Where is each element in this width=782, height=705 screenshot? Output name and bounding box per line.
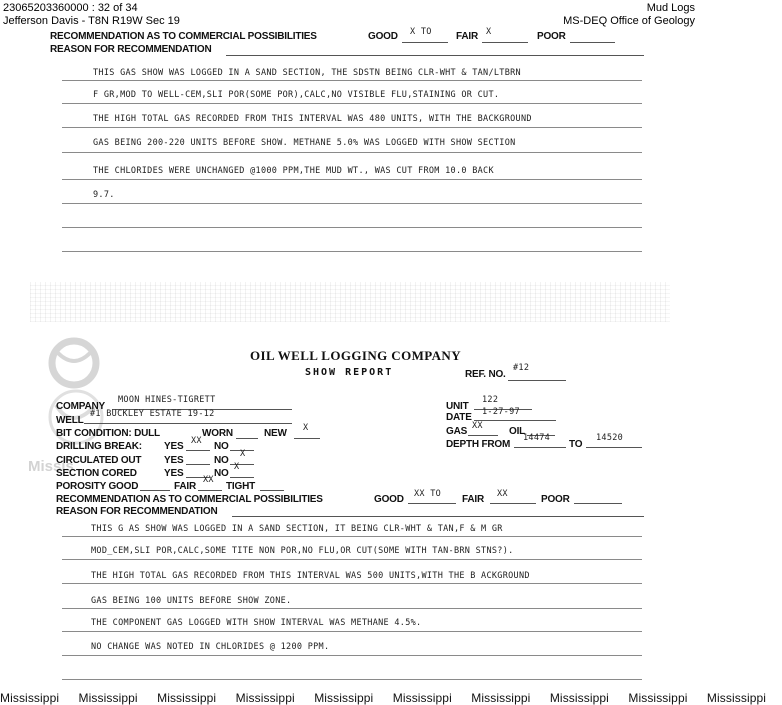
reason-label: REASON FOR RECOMMENDATION	[50, 44, 212, 55]
report-title: SHOW REPORT	[305, 367, 394, 378]
ref-no-label: REF. NO.	[465, 369, 506, 380]
well-value: #1 BUCKLEY ESTATE 19-12	[90, 409, 215, 419]
porosity-fair-label: FAIR	[174, 481, 196, 492]
report-line: THIS G AS SHOW WAS LOGGED IN A SAND SECTION, IT BEING CLR-WHT & TAN,F & M GR	[91, 524, 503, 534]
ref-no-value: #12	[513, 363, 530, 373]
report-line: THE HIGH TOTAL GAS RECORDED FROM THIS INTERVAL WAS 480 UNITS, WITH THE BACKGROUND	[93, 114, 532, 124]
good-label: GOOD	[368, 31, 398, 42]
porosity-fair-value: XX	[203, 475, 214, 485]
circulated-out-label: CIRCULATED OUT	[56, 455, 142, 466]
circulated-no-value: X	[240, 449, 246, 459]
good-label: GOOD	[374, 494, 404, 505]
fair-label: FAIR	[456, 31, 478, 42]
location: Jefferson Davis - T8N R19W Sec 19	[3, 15, 180, 27]
footer-word: Mississippi	[314, 691, 374, 705]
depth-to-value: 14520	[596, 433, 624, 443]
report-line: THIS GAS SHOW WAS LOGGED IN A SAND SECTION, THE SDSTN BEING CLR-WHT & TAN/LTBRN	[93, 68, 521, 78]
fair-label: FAIR	[462, 494, 484, 505]
date-value: 1-27-97	[482, 407, 520, 417]
footer-word: Mississippi	[471, 691, 531, 705]
footer-word: Mississippi	[235, 691, 295, 705]
footer-strip	[0, 691, 767, 705]
company-title: OIL WELL LOGGING COMPANY	[250, 348, 462, 363]
footer-word: Mississippi	[0, 691, 60, 705]
report-line: THE CHLORIDES WERE UNCHANGED @1000 PPM,THE MUD WT., WAS CUT FROM 10.0 BACK	[93, 166, 494, 176]
poor-label: POOR	[537, 31, 566, 42]
good-value: XX TO	[414, 489, 442, 499]
good-value: X TO	[410, 27, 432, 37]
report-line: THE HIGH TOTAL GAS RECORDED FROM THIS INTERVAL WAS 500 UNITS,WITH THE B ACKGROUND	[91, 571, 530, 581]
unit-value: 122	[482, 395, 499, 405]
gas-value: XX	[472, 421, 483, 431]
depth-from-value: 14474	[523, 433, 551, 443]
reason-label: REASON FOR RECOMMENDATION	[56, 506, 218, 517]
well-label: WELL	[56, 415, 84, 426]
fair-value: XX	[497, 489, 508, 499]
circulated-yes-label: YES	[164, 455, 184, 466]
company-value: MOON HINES-TIGRETT	[118, 395, 216, 405]
section-cored-no-label: NO	[214, 468, 229, 479]
drilling-break-no-label: NO	[214, 441, 229, 452]
section-cored-yes-label: YES	[164, 468, 184, 479]
unit-label: UNIT	[446, 401, 469, 412]
footer-word: Mississippi	[706, 691, 767, 705]
oil-label: OIL	[509, 426, 526, 437]
agency: MS-DEQ Office of Geology	[563, 15, 695, 27]
footer-word: Mississippi	[392, 691, 452, 705]
drilling-break-yes-label: YES	[164, 441, 184, 452]
top-report-fragment	[0, 0, 699, 290]
watermark-text: Missis	[28, 458, 74, 475]
bit-condition-label: BIT CONDITION: DULL	[56, 428, 160, 439]
footer-word: Mississippi	[549, 691, 609, 705]
depth-from-label: DEPTH FROM	[446, 439, 511, 450]
show-report	[0, 340, 699, 690]
worn-label: WORN	[202, 428, 233, 439]
report-line: NO CHANGE WAS NOTED IN CHLORIDES @ 1200 PPM.	[91, 642, 330, 652]
fair-value: X	[486, 27, 492, 37]
recommendation-label: RECOMMENDATION AS TO COMMERCIAL POSSIBILITIES	[50, 31, 317, 42]
doc-id: 23065203360000 : 32 of 34	[3, 2, 138, 14]
report-line: MOD_CEM,SLI POR,CALC,SOME TITE NON POR,NO FLU,OR CUT(SOME WITH TAN-BRN STNS?).	[91, 546, 514, 556]
section-cored-no-value: X	[234, 462, 240, 472]
circulated-no-label: NO	[214, 455, 229, 466]
date-label: DATE	[446, 412, 472, 423]
report-line: GAS BEING 100 UNITS BEFORE SHOW ZONE.	[91, 596, 292, 606]
footer-word: Mississippi	[157, 691, 217, 705]
report-line: THE COMPONENT GAS LOGGED WITH SHOW INTERVAL WAS METHANE 4.5%.	[91, 618, 422, 628]
new-label: NEW	[264, 428, 287, 439]
porosity-label: POROSITY GOOD	[56, 481, 139, 492]
depth-to-label: TO	[569, 439, 583, 450]
section-cored-label: SECTION CORED	[56, 468, 137, 479]
recommendation-label: RECOMMENDATION AS TO COMMERCIAL POSSIBILITIES	[56, 494, 323, 505]
footer-word: Mississippi	[78, 691, 138, 705]
company-label: COMPANY	[56, 401, 105, 412]
report-line: 9.7.	[93, 190, 115, 200]
drilling-break-label: DRILLING BREAK:	[56, 441, 142, 452]
doc-type: Mud Logs	[646, 2, 695, 14]
scan-noise	[30, 282, 670, 322]
poor-label: POOR	[541, 494, 570, 505]
new-value: X	[303, 423, 309, 433]
porosity-tight-label: TIGHT	[226, 481, 255, 492]
gas-label: GAS	[446, 426, 468, 437]
drilling-break-yes-value: XX	[191, 436, 202, 446]
report-line: F GR,MOD TO WELL-CEM,SLI POR(SOME POR),CALC,NO VISIBLE FLU,STAINING OR CUT.	[93, 90, 500, 100]
footer-word: Mississippi	[628, 691, 688, 705]
report-line: GAS BEING 200-220 UNITS BEFORE SHOW. METHANE 5.0% WAS LOGGED WITH SHOW SECTION	[93, 138, 516, 148]
